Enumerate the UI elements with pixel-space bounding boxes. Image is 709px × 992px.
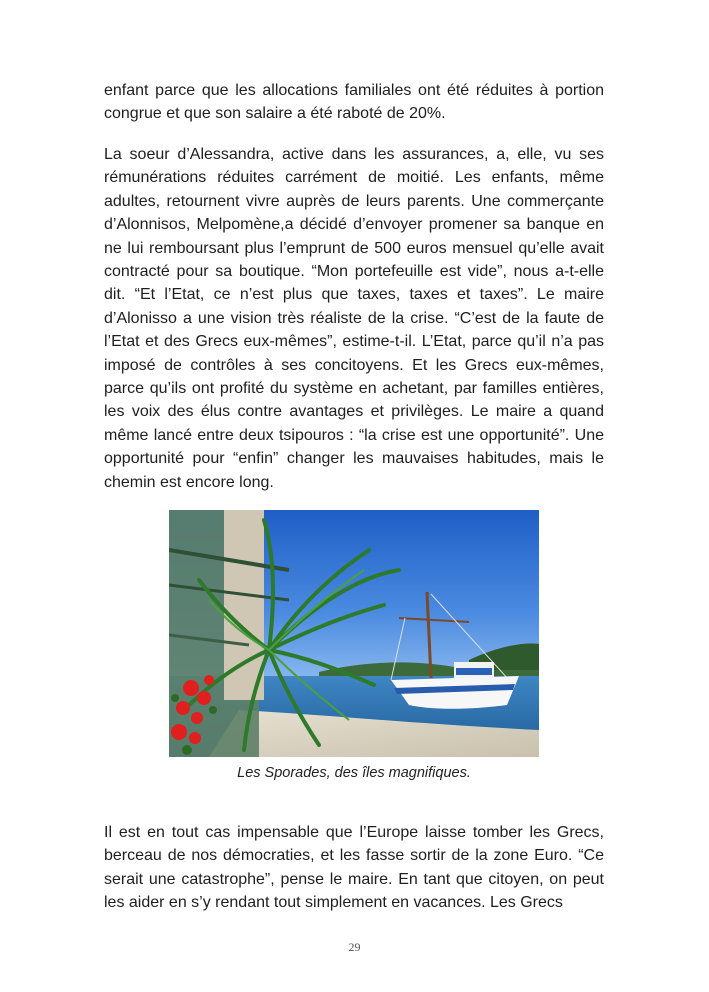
paragraph-intro-text: enfant parce que les allocations familiales ont été réduites à portion congrue et que son salaire a été raboté de 20%. <box>104 82 604 123</box>
paragraph-body <box>104 143 604 494</box>
paragraph-intro <box>104 79 604 126</box>
harbor-photo <box>169 510 539 757</box>
paragraph-closing-text: Il est en tout cas impensable que l’Europe laisse tomber les Grecs, berceau de nos démocraties, et les fasse sortir de la zone Euro. “Ce serait une catastrophe”, pense le maire. En tant que citoyen, on peut les aider en s’y rendant tout simplement en vacances. Les Grecs <box>104 824 604 912</box>
figure-caption: Les Sporades, des îles magnifiques. <box>237 765 471 781</box>
paragraph-closing <box>104 821 604 915</box>
paragraph-body-text: La soeur d’Alessandra, active dans les assurances, a, elle, vu ses rémunérations réduites carrément de moitié. Les enfants, même adultes, retournent vivre auprès de leurs parents. Une commerçante d’Alonnisos, Melpomène,a décidé d’envoyer promener sa banque en ne lui remboursant plus l’emprunt de 500 euros mensuel qu’elle avait contracté pour sa boutique. “Mon portefeuille est vide”, nous a-t-elle dit. “Et l’Etat, ce n’est plus que taxes, taxes et taxes”. Le maire d’Alonisso a une vision très réaliste de la crise. “C’est de la faute de l’Etat et des Grecs eux-mêmes”, estime-t-il. L’Etat, parce qu’il n’a pas imposé de contrôles à ses concitoyens. Et les Grecs eux-mêmes, parce qu’ils ont profité du système en achetant, par familles entières, les voix des élus contre avantages et privilèges. Le maire a quand même lancé entre deux tsipouros : “la crise est une opportunité”. Une opportunité pour “enfin” changer les mauvaises habitudes, mais le chemin est encore long. <box>104 146 604 491</box>
page-number: 29 <box>348 940 361 954</box>
